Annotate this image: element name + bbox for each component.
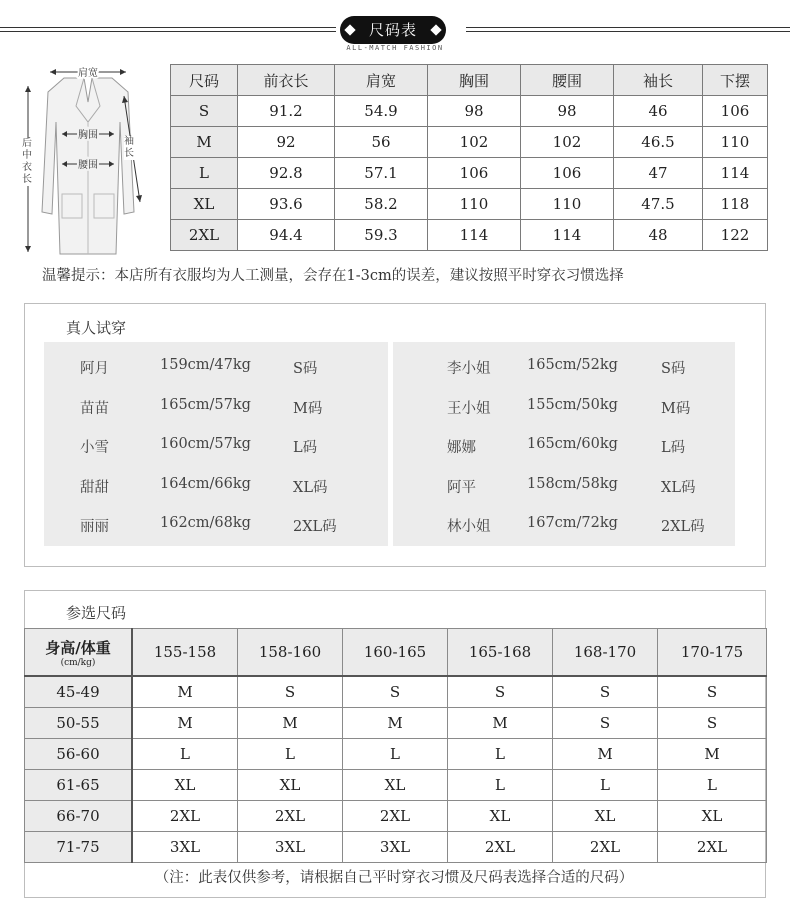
table-cell: 110 bbox=[428, 189, 521, 220]
table-row bbox=[25, 770, 767, 801]
table-cell: 54.9 bbox=[335, 96, 428, 127]
model-size: XL码 bbox=[661, 480, 696, 496]
table-row bbox=[25, 801, 767, 832]
table-cell: S bbox=[448, 676, 553, 708]
table-cell: L bbox=[553, 770, 658, 801]
weight-row-header: 71-75 bbox=[25, 832, 133, 863]
size-table-header bbox=[171, 65, 768, 96]
table-cell: 46 bbox=[614, 96, 703, 127]
table-cell: 110 bbox=[521, 189, 614, 220]
model-size: XL码 bbox=[293, 480, 328, 496]
size-table bbox=[170, 64, 768, 251]
model-size: S码 bbox=[293, 361, 318, 377]
model-size: M码 bbox=[661, 401, 691, 417]
table-cell: 102 bbox=[428, 127, 521, 158]
table-cell: 92 bbox=[238, 127, 335, 158]
table-row bbox=[25, 708, 767, 739]
model-stats: 165cm/52kg bbox=[527, 357, 618, 373]
model-stats: 159cm/47kg bbox=[160, 357, 251, 373]
diagram-label-shoulder: 肩宽 bbox=[78, 68, 98, 79]
diagram-label-sleeve: 袖长 bbox=[124, 136, 134, 159]
corner-main-label: 身高/体重 bbox=[45, 638, 111, 657]
table-cell: 118 bbox=[703, 189, 768, 220]
table-cell: 114 bbox=[703, 158, 768, 189]
model-stats: 167cm/72kg bbox=[527, 515, 618, 531]
model-stats: 165cm/60kg bbox=[527, 436, 618, 452]
header-rule-right bbox=[466, 27, 790, 32]
model-name: 小雪 bbox=[80, 440, 109, 456]
table-cell: L bbox=[238, 739, 343, 770]
reference-table-header bbox=[25, 629, 767, 677]
model-name: 娜娜 bbox=[447, 440, 476, 456]
model-size: S码 bbox=[661, 361, 686, 377]
size-row-header: M bbox=[171, 127, 238, 158]
table-cell: S bbox=[553, 708, 658, 739]
table-cell: 2XL bbox=[132, 801, 238, 832]
table-cell: XL bbox=[658, 801, 767, 832]
table-row bbox=[171, 220, 768, 251]
page-subtitle: ALL-MATCH FASHION bbox=[346, 44, 444, 52]
table-cell: S bbox=[658, 676, 767, 708]
table-cell: 110 bbox=[703, 127, 768, 158]
table-cell: M bbox=[553, 739, 658, 770]
diagram-label-waist: 腰围 bbox=[78, 160, 98, 171]
model-name: 林小姐 bbox=[447, 519, 491, 535]
table-cell: L bbox=[448, 739, 553, 770]
table-cell: M bbox=[132, 708, 238, 739]
reference-table bbox=[24, 628, 767, 863]
table-row bbox=[25, 832, 767, 863]
height-col-header: 158-160 bbox=[238, 629, 343, 677]
table-cell: 56 bbox=[335, 127, 428, 158]
table-cell: S bbox=[343, 676, 448, 708]
model-size: M码 bbox=[293, 401, 323, 417]
height-col-header: 170-175 bbox=[658, 629, 767, 677]
table-cell: 2XL bbox=[343, 801, 448, 832]
table-cell: M bbox=[448, 708, 553, 739]
model-size: L码 bbox=[293, 440, 318, 456]
weight-row-header: 45-49 bbox=[25, 676, 133, 708]
table-cell: XL bbox=[553, 801, 658, 832]
diagram-label-back-length: 后中衣长 bbox=[22, 138, 32, 185]
table-cell: L bbox=[132, 739, 238, 770]
table-cell: S bbox=[553, 676, 658, 708]
weight-row-header: 61-65 bbox=[25, 770, 133, 801]
model-size: L码 bbox=[661, 440, 686, 456]
model-stats: 164cm/66kg bbox=[160, 476, 251, 492]
size-col-header: 胸围 bbox=[428, 65, 521, 96]
table-row bbox=[171, 96, 768, 127]
table-cell: 114 bbox=[428, 220, 521, 251]
model-name: 苗苗 bbox=[80, 401, 109, 417]
table-cell: 47 bbox=[614, 158, 703, 189]
table-cell: M bbox=[343, 708, 448, 739]
size-col-header: 袖长 bbox=[614, 65, 703, 96]
model-name: 阿月 bbox=[80, 361, 109, 377]
size-col-header: 前衣长 bbox=[238, 65, 335, 96]
page-title: 尺码表 bbox=[340, 16, 446, 44]
table-row bbox=[25, 676, 767, 708]
table-cell: 2XL bbox=[238, 801, 343, 832]
weight-row-header: 50-55 bbox=[25, 708, 133, 739]
model-stats: 160cm/57kg bbox=[160, 436, 251, 452]
table-row bbox=[25, 739, 767, 770]
table-cell: 58.2 bbox=[335, 189, 428, 220]
reference-title: 参选尺码 bbox=[66, 604, 127, 622]
model-stats: 162cm/68kg bbox=[160, 515, 251, 531]
size-col-header: 腰围 bbox=[521, 65, 614, 96]
model-size: 2XL码 bbox=[293, 519, 337, 535]
table-cell: 2XL bbox=[448, 832, 553, 863]
reference-corner-header bbox=[25, 629, 133, 677]
height-col-header: 155-158 bbox=[132, 629, 238, 677]
table-cell: 2XL bbox=[658, 832, 767, 863]
table-row bbox=[171, 158, 768, 189]
table-cell: XL bbox=[132, 770, 238, 801]
table-cell: 92.8 bbox=[238, 158, 335, 189]
table-cell: 93.6 bbox=[238, 189, 335, 220]
model-stats: 155cm/50kg bbox=[527, 397, 618, 413]
model-name: 王小姐 bbox=[447, 401, 491, 417]
table-cell: 114 bbox=[521, 220, 614, 251]
table-cell: M bbox=[658, 739, 767, 770]
try-on-title: 真人试穿 bbox=[66, 319, 127, 337]
model-name: 丽丽 bbox=[80, 519, 109, 535]
table-cell: 106 bbox=[521, 158, 614, 189]
table-cell: M bbox=[238, 708, 343, 739]
table-cell: 98 bbox=[521, 96, 614, 127]
table-cell: 59.3 bbox=[335, 220, 428, 251]
size-col-header: 下摆 bbox=[703, 65, 768, 96]
weight-row-header: 66-70 bbox=[25, 801, 133, 832]
table-cell: 91.2 bbox=[238, 96, 335, 127]
table-cell: 3XL bbox=[343, 832, 448, 863]
table-row bbox=[171, 189, 768, 220]
table-cell: XL bbox=[448, 801, 553, 832]
table-cell: L bbox=[343, 739, 448, 770]
weight-row-header: 56-60 bbox=[25, 739, 133, 770]
model-name: 甜甜 bbox=[80, 480, 109, 496]
model-stats: 165cm/57kg bbox=[160, 397, 251, 413]
table-cell: 2XL bbox=[553, 832, 658, 863]
table-cell: S bbox=[658, 708, 767, 739]
coat-measurement-diagram bbox=[16, 62, 160, 258]
table-cell: 48 bbox=[614, 220, 703, 251]
size-col-header: 肩宽 bbox=[335, 65, 428, 96]
table-cell: 102 bbox=[521, 127, 614, 158]
model-name: 阿平 bbox=[447, 480, 476, 496]
model-name: 李小姐 bbox=[447, 361, 491, 377]
measurement-tip: 温馨提示：本店所有衣服均为人工测量，会存在1-3cm的误差，建议按照平时穿衣习惯选择 bbox=[42, 268, 624, 284]
table-cell: XL bbox=[238, 770, 343, 801]
table-cell: 106 bbox=[428, 158, 521, 189]
diagram-label-chest: 胸围 bbox=[78, 130, 98, 141]
table-cell: 3XL bbox=[132, 832, 238, 863]
size-row-header: L bbox=[171, 158, 238, 189]
header-rule-left bbox=[0, 27, 336, 32]
size-row-header: XL bbox=[171, 189, 238, 220]
size-row-header: S bbox=[171, 96, 238, 127]
height-col-header: 160-165 bbox=[343, 629, 448, 677]
table-cell: 57.1 bbox=[335, 158, 428, 189]
table-cell: S bbox=[238, 676, 343, 708]
table-cell: M bbox=[132, 676, 238, 708]
model-stats: 158cm/58kg bbox=[527, 476, 618, 492]
height-col-header: 165-168 bbox=[448, 629, 553, 677]
table-cell: 106 bbox=[703, 96, 768, 127]
table-cell: 3XL bbox=[238, 832, 343, 863]
table-cell: XL bbox=[343, 770, 448, 801]
table-cell: 122 bbox=[703, 220, 768, 251]
model-size: 2XL码 bbox=[661, 519, 705, 535]
table-cell: 46.5 bbox=[614, 127, 703, 158]
table-row bbox=[171, 127, 768, 158]
table-cell: L bbox=[448, 770, 553, 801]
size-row-header: 2XL bbox=[171, 220, 238, 251]
table-cell: 94.4 bbox=[238, 220, 335, 251]
height-col-header: 168-170 bbox=[553, 629, 658, 677]
corner-unit-label: (cm/kg) bbox=[60, 657, 96, 668]
table-cell: 47.5 bbox=[614, 189, 703, 220]
size-col-header: 尺码 bbox=[171, 65, 238, 96]
reference-note: （注：此表仅供参考，请根据自己平时穿衣习惯及尺码表选择合适的尺码） bbox=[154, 870, 634, 886]
table-cell: 98 bbox=[428, 96, 521, 127]
table-cell: L bbox=[658, 770, 767, 801]
